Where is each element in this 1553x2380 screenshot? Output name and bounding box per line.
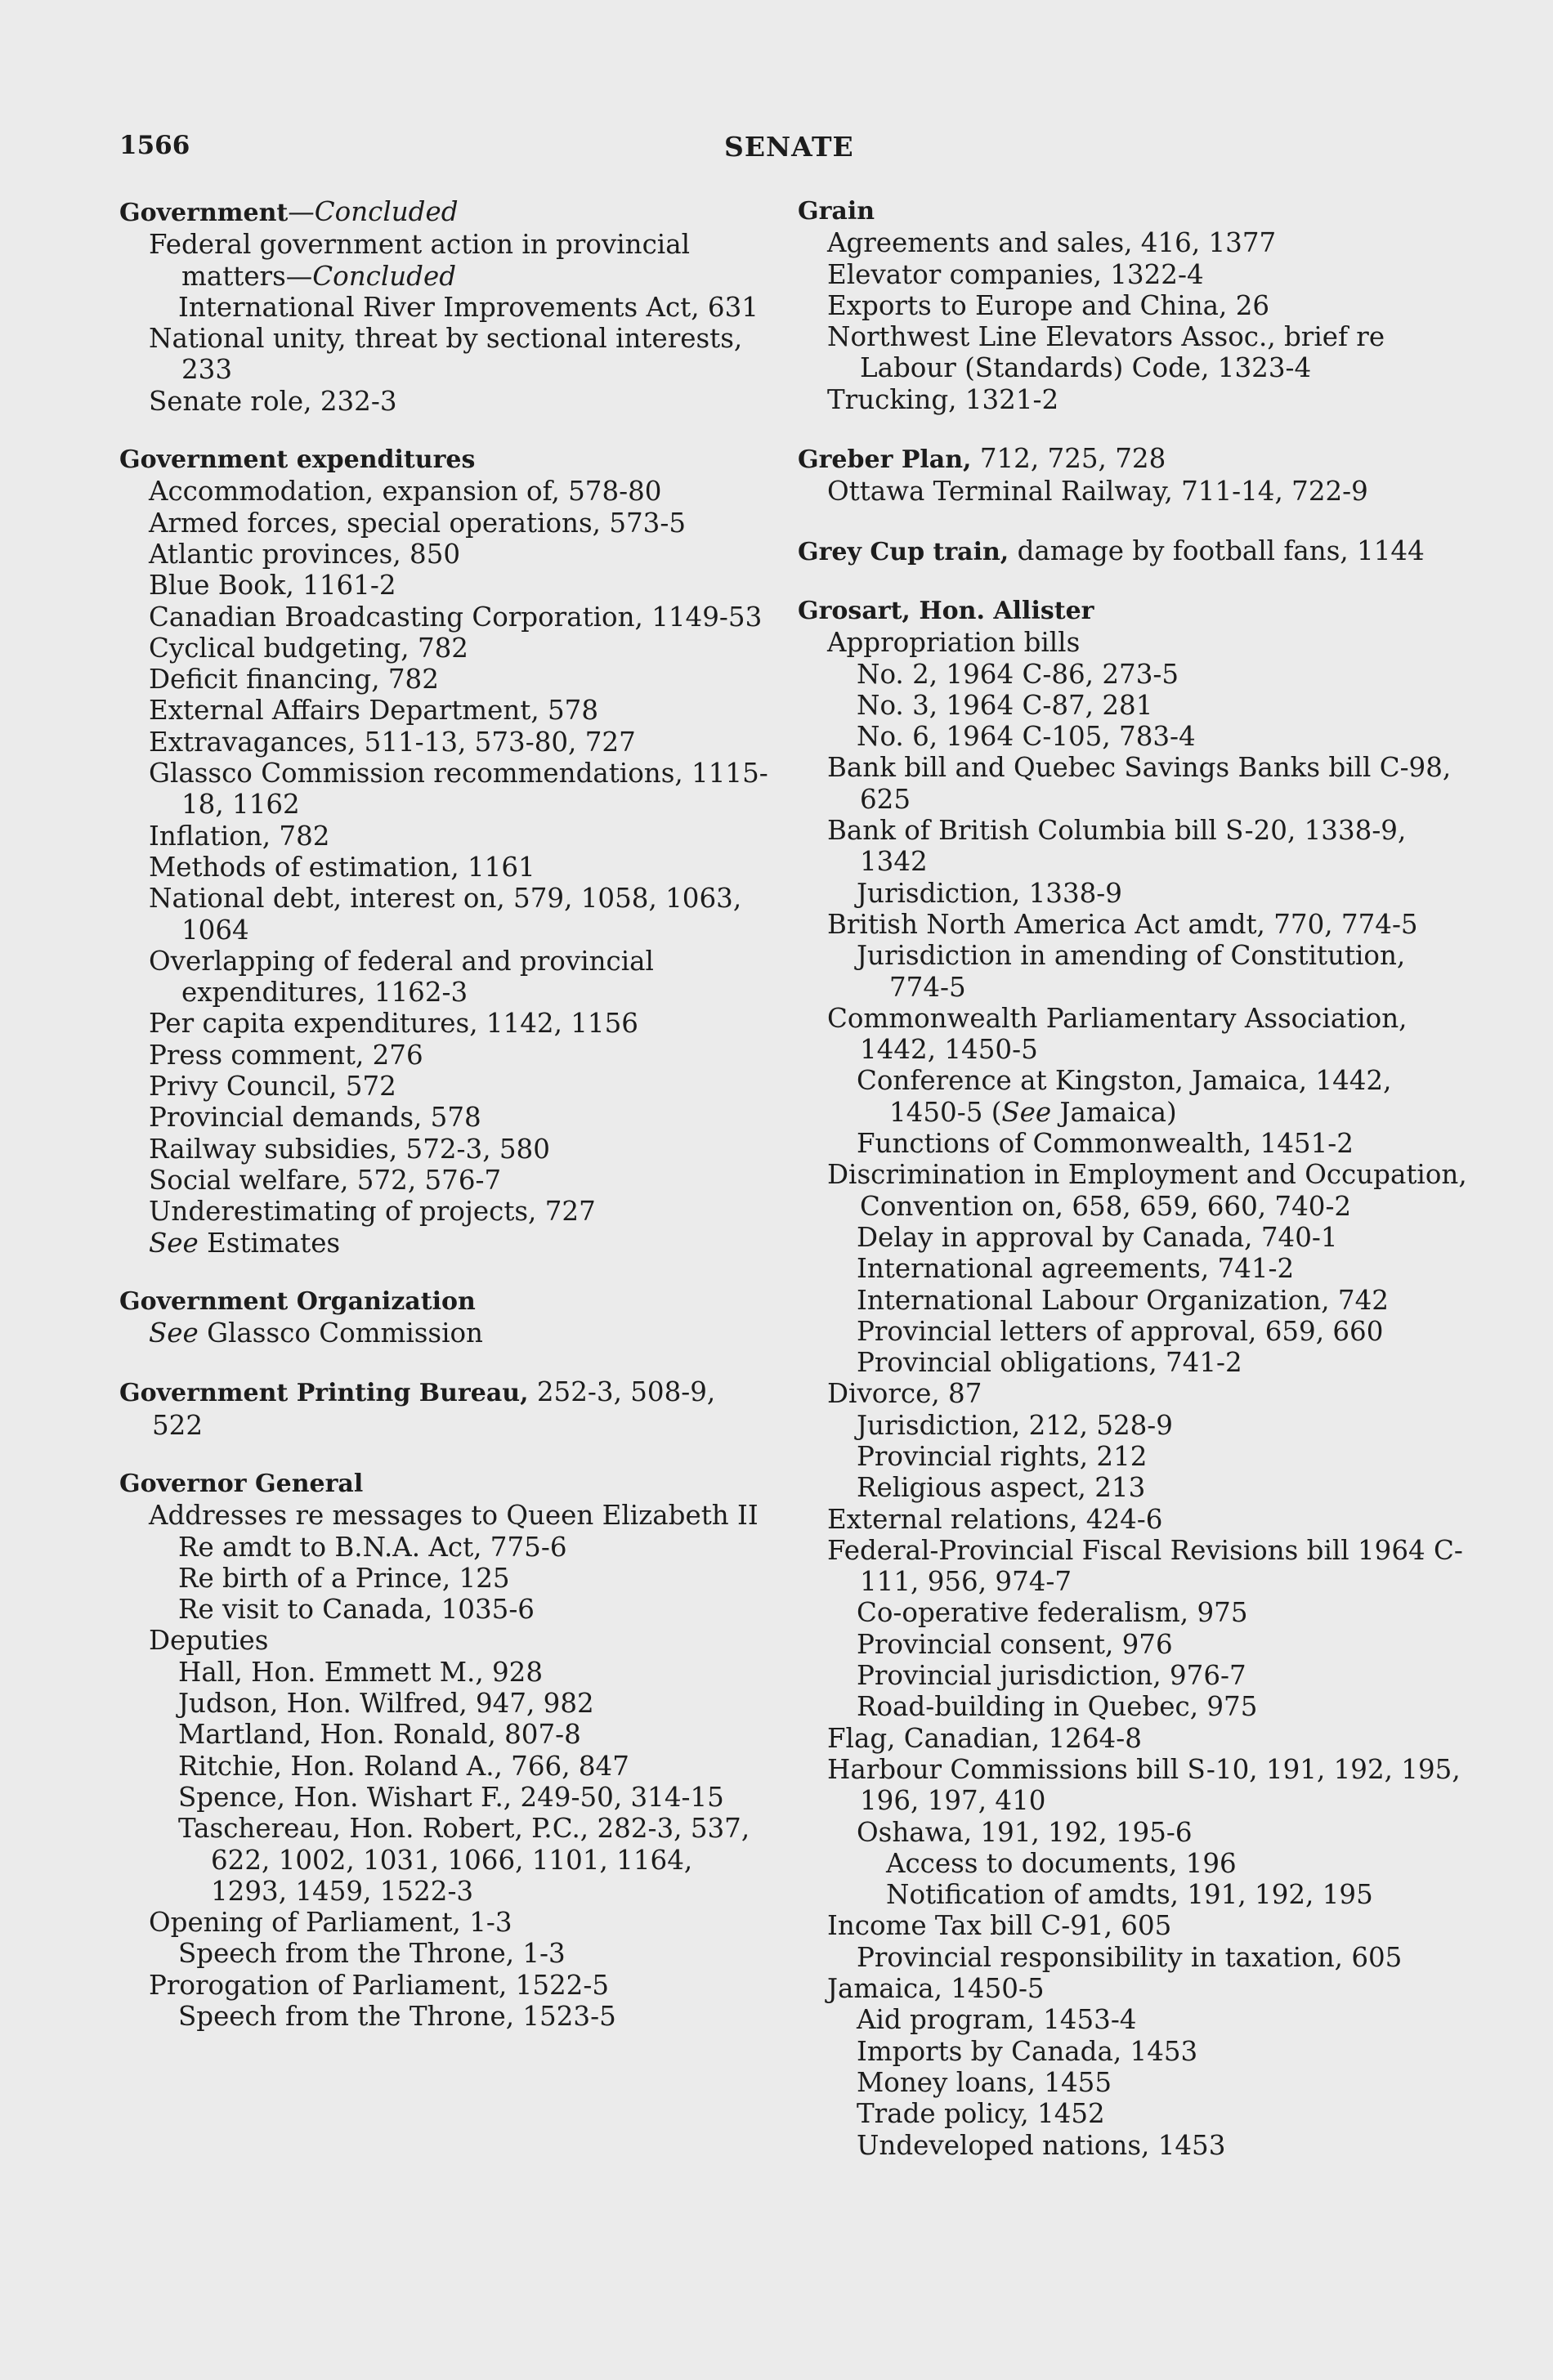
list-item: Spence, Hon. Wishart F., 249-50, 314-15 xyxy=(178,1781,724,1813)
entry-prorogation: Prorogation of Parliament, 1522-5 xyxy=(149,1969,610,2001)
list-item: Armed forces, special operations, 573-5 xyxy=(149,507,687,539)
list-item: Access to documents, 196 xyxy=(886,1847,1237,1879)
list-item: Methods of estimation, 1161 xyxy=(149,851,535,883)
list-item: Railway subsidies, 572-3, 580 xyxy=(149,1133,550,1165)
list-item: Road-building in Quebec, 975 xyxy=(857,1691,1258,1723)
list-item: Extravagances, 511-13, 573-80, 727 xyxy=(149,726,636,758)
entry-senate-role: Senate role, 232-3 xyxy=(149,385,397,417)
list-item: International agreements, 741-2 xyxy=(857,1253,1295,1285)
list-item: Provincial rights, 212 xyxy=(857,1440,1148,1472)
list-item: Underestimating of projects, 727 xyxy=(149,1196,596,1228)
list-item: Glassco Commission recommendations, 1115-18, 1162 xyxy=(149,758,768,821)
list-item: Agreements and sales, 416, 1377 xyxy=(827,227,1277,259)
entry-conference: Conference at Kingston, Jamaica, 1442, 1450-5 (See Jamaica) xyxy=(857,1065,1392,1128)
list-item: Provincial responsibility in taxation, 605 xyxy=(857,1941,1403,1973)
heading-governor-general: Governor General xyxy=(119,1469,364,1498)
heading-grain: Grain xyxy=(798,197,875,226)
left-column xyxy=(119,196,773,2032)
list-item: Per capita expenditures, 1142, 1156 xyxy=(149,1008,638,1040)
entry-cpa: Commonwealth Parliamentary Association, 1442, 1450-5 xyxy=(827,1002,1408,1066)
list-item: Imports by Canada, 1453 xyxy=(857,2035,1198,2067)
list-item: Co-operative federalism, 975 xyxy=(857,1597,1248,1629)
list-item: Overlapping of federal and provincial expenditures, 1162-3 xyxy=(149,945,654,1009)
list-item: Aid program, 1453-4 xyxy=(857,2004,1137,2036)
list-item: Undeveloped nations, 1453 xyxy=(857,2129,1226,2161)
entry-bna-act: British North America Act amdt, 770, 774-5 xyxy=(827,908,1418,940)
see-reference: See Glassco Commission xyxy=(149,1318,483,1349)
list-item: No. 2, 1964 C-86, 273-5 xyxy=(857,658,1179,690)
list-item: Provincial consent, 976 xyxy=(857,1628,1173,1660)
list-item: External Affairs Department, 578 xyxy=(149,695,599,727)
list-item: Northwest Line Elevators Assoc., brief re Labour (Standards) Code, 1323-4 xyxy=(827,321,1385,384)
list-item: Delay in approval by Canada, 740-1 xyxy=(857,1221,1338,1253)
list-item: Ritchie, Hon. Roland A., 766, 847 xyxy=(178,1750,629,1782)
entry-printing-bureau: Government Printing Bureau, 252-3, 508-9, 522 xyxy=(119,1376,716,1441)
entry-external: External relations, 424-6 xyxy=(827,1503,1163,1535)
list-item: Speech from the Throne, 1523-5 xyxy=(178,2001,616,2033)
list-item: National debt, interest on, 579, 1058, 1063, 1064 xyxy=(149,883,742,946)
list-item: Trucking, 1321-2 xyxy=(827,383,1059,415)
page-title: SENATE xyxy=(724,131,854,163)
entry-fedprov: Federal-Provincial Fiscal Revisions bill 1964 C-111, 956, 974-7 xyxy=(827,1534,1463,1598)
page-number: 1566 xyxy=(119,131,190,160)
entry-government-concluded: Government—Concluded xyxy=(119,196,459,227)
list-item: Cyclical budgeting, 782 xyxy=(149,632,468,664)
right-column xyxy=(798,196,1468,2161)
entry-flag: Flag, Canadian, 1264-8 xyxy=(827,1722,1142,1754)
list-item: Exports to Europe and China, 26 xyxy=(827,289,1270,321)
entry-grey-cup: Grey Cup train, damage by football fans, 1144 xyxy=(798,535,1425,566)
see-reference: See Estimates xyxy=(149,1227,341,1259)
entry-national-unity: National unity, threat by sectional interests, 233 xyxy=(149,323,743,386)
list-item: Privy Council, 572 xyxy=(149,1071,396,1103)
entry-intl-river: International River Improvements Act, 631 xyxy=(178,291,759,323)
list-item: Provincial demands, 578 xyxy=(149,1102,481,1134)
heading-gov-expenditures: Government expenditures xyxy=(119,445,476,475)
list-item: Hall, Hon. Emmett M., 928 xyxy=(178,1656,544,1688)
list-item: Deficit financing, 782 xyxy=(149,664,439,696)
list-item: Re birth of a Prince, 125 xyxy=(178,1562,510,1594)
entry-deputies: Deputies xyxy=(149,1625,269,1657)
list-item: No. 3, 1964 C-87, 281 xyxy=(857,689,1153,721)
list-item: Atlantic provinces, 850 xyxy=(149,538,461,570)
list-item: Judson, Hon. Wilfred, 947, 982 xyxy=(178,1688,594,1720)
list-item: International Labour Organization, 742 xyxy=(857,1284,1389,1316)
list-item: Taschereau, Hon. Robert, P.C., 282-3, 537, 622, 1002, 1031, 1066, 1101, 1164, 1293, 1459, 1522-3 xyxy=(178,1813,750,1907)
list-item: Martland, Hon. Ronald, 807-8 xyxy=(178,1719,581,1751)
list-item: Religious aspect, 213 xyxy=(857,1472,1146,1504)
entry-income-tax: Income Tax bill C-91, 605 xyxy=(827,1910,1172,1942)
list-item: Provincial letters of approval, 659, 660 xyxy=(857,1315,1384,1347)
entry-discrimination: Discrimination in Employment and Occupation, Convention on, 658, 659, 660, 740-2 xyxy=(827,1159,1467,1222)
list-item: Re amdt to B.N.A. Act, 775-6 xyxy=(178,1531,567,1563)
list-item: Provincial jurisdiction, 976-7 xyxy=(857,1660,1246,1692)
entry-bank-quebec: Bank bill and Quebec Savings Banks bill C-98, 625 xyxy=(827,752,1452,815)
list-item: Jurisdiction in amending of Constitution, 774-5 xyxy=(857,940,1406,1003)
entry-oshawa: Oshawa, 191, 192, 195-6 xyxy=(857,1816,1193,1848)
entry-bank-bc: Bank of British Columbia bill S-20, 1338-9, 1342 xyxy=(827,815,1407,878)
list-item: Inflation, 782 xyxy=(149,820,330,852)
list-item: Social welfare, 572, 576-7 xyxy=(149,1164,502,1196)
list-item: Functions of Commonwealth, 1451-2 xyxy=(857,1128,1354,1160)
list-item: Speech from the Throne, 1-3 xyxy=(178,1938,566,1970)
heading-gov-organization: Government Organization xyxy=(119,1286,476,1316)
entry-harbour: Harbour Commissions bill S-10, 191, 192, 195, 196, 197, 410 xyxy=(827,1753,1461,1817)
list-item: Notification of amdts, 191, 192, 195 xyxy=(886,1879,1373,1911)
entry-appropriation: Appropriation bills xyxy=(827,627,1081,659)
list-item: Jurisdiction, 1338-9 xyxy=(857,877,1122,909)
list-item: Provincial obligations, 741-2 xyxy=(857,1347,1242,1379)
list-item: Accommodation, expansion of, 578-80 xyxy=(149,476,662,508)
entry-jamaica: Jamaica, 1450-5 xyxy=(827,1973,1045,2005)
list-item: Money loans, 1455 xyxy=(857,2066,1112,2098)
list-item: Blue Book, 1161-2 xyxy=(149,570,396,602)
entry-federal-action: Federal government action in provincial matters—Concluded xyxy=(149,229,690,292)
list-item: Press comment, 276 xyxy=(149,1039,423,1071)
list-item: Ottawa Terminal Railway, 711-14, 722-9 xyxy=(827,476,1368,508)
entry-greber-plan: Greber Plan, 712, 725, 728 xyxy=(798,443,1166,475)
entry-divorce: Divorce, 87 xyxy=(827,1378,982,1410)
entry-opening: Opening of Parliament, 1-3 xyxy=(149,1907,512,1939)
list-item: Canadian Broadcasting Corporation, 1149-53 xyxy=(149,601,763,633)
list-item: No. 6, 1964 C-105, 783-4 xyxy=(857,721,1196,753)
list-item: Trade policy, 1452 xyxy=(857,2098,1105,2130)
entry-addresses: Addresses re messages to Queen Elizabeth II xyxy=(149,1500,759,1532)
list-item: Jurisdiction, 212, 528-9 xyxy=(857,1409,1173,1441)
list-item: Elevator companies, 1322-4 xyxy=(827,258,1204,290)
list-item: Re visit to Canada, 1035-6 xyxy=(178,1594,535,1626)
heading-grosart: Grosart, Hon. Allister xyxy=(798,596,1094,625)
